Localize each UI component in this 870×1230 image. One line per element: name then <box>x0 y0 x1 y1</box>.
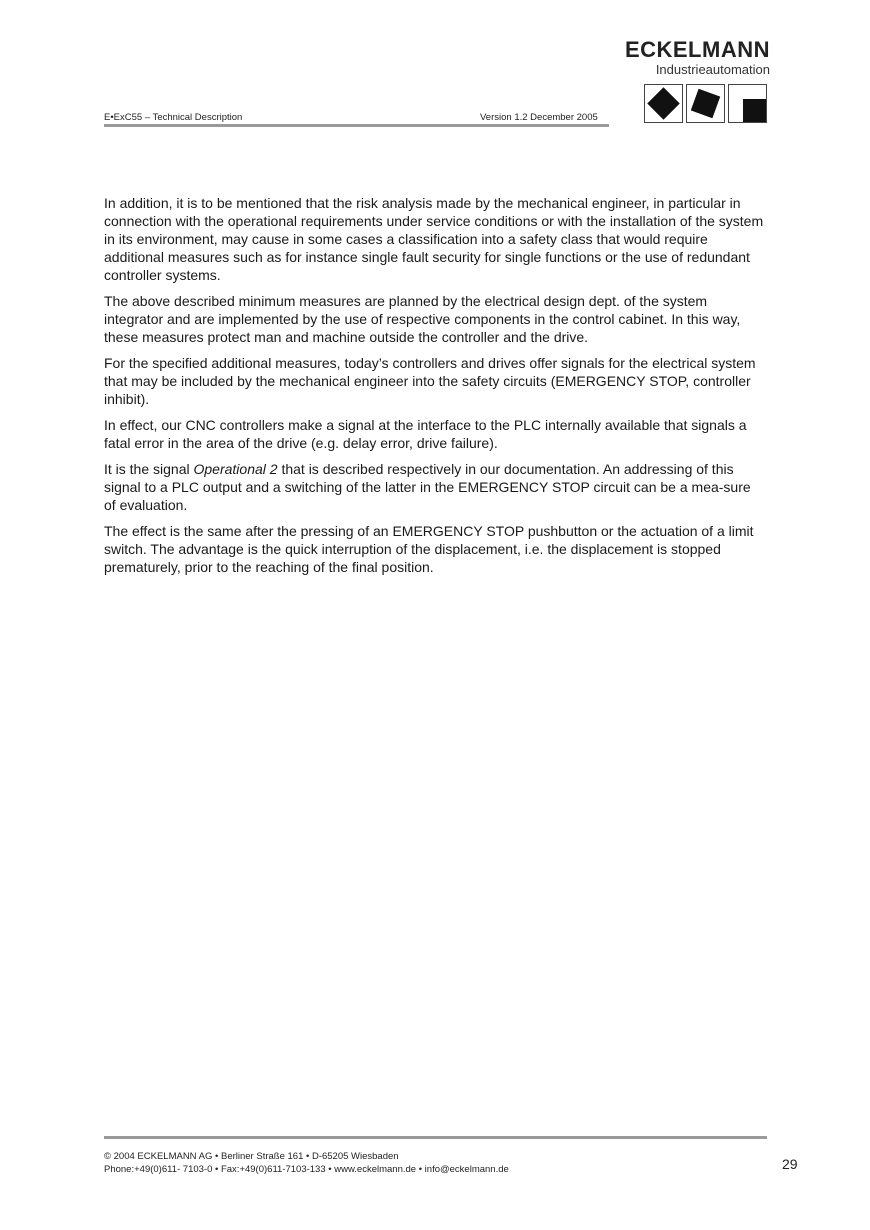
paragraph <box>104 460 766 514</box>
logo-square-3 <box>728 84 767 123</box>
company-logo <box>614 38 770 77</box>
paragraph: In addition, it is to be mentioned that the risk analysis made by the mechanical engineer, in particular in connection with the operational requirements under service conditions or with the installation of the system in its environment, may cause in some cases a classification into a safety class that would require additional measures such as for instance single fault security for single functions or the use of redundant controller systems. <box>104 195 764 283</box>
signal-name-emphasis: Operational 2 <box>193 461 278 477</box>
logo-square-1 <box>644 84 683 123</box>
document-title: E•ExC55 – Technical Description <box>104 112 243 123</box>
page-number: 29 <box>782 1156 798 1172</box>
footer-address: © 2004 ECKELMANN AG • Berliner Straße 161 • D-65205 Wiesbaden <box>104 1151 399 1162</box>
paragraph: The above described minimum measures are planned by the electrical design dept. of the system integrator and are implemented by the use of respective components in the control cabinet. In this way, these measures protect man and machine outside the controller and the drive. <box>104 293 741 345</box>
footer-divider <box>104 1136 767 1139</box>
company-subtitle: Industrieautomation <box>655 62 770 77</box>
logo-square-2 <box>686 84 725 123</box>
paragraph-text: that is described respectively in our documentation. An addressing of this signal to a PLC output and a switching of the latter in the EMERGENCY STOP circuit can be a mea-sure of evaluation. <box>104 461 751 513</box>
company-name: ECKELMANN <box>624 37 770 62</box>
body-content <box>104 194 766 584</box>
footer-contact: Phone:+49(0)611- 7103-0 • Fax:+49(0)611-7103-133 • www.eckelmann.de • info@eckelmann.de <box>104 1164 509 1175</box>
paragraph: The effect is the same after the pressing of an EMERGENCY STOP pushbutton or the actuation of a limit switch. The advantage is the quick interruption of the displacement, i.e. the displacement is stopped prematurely, prior to the reaching of the final position. <box>104 523 754 575</box>
paragraph-text: It is the signal <box>104 461 194 477</box>
paragraph: For the specified additional measures, today’s controllers and drives offer signals for the electrical system that may be included by the mechanical engineer into the safety circuits (EMERGENCY STOP, controller inhibit). <box>104 355 756 407</box>
document-version: Version 1.2 December 2005 <box>480 112 598 123</box>
header-divider <box>104 124 609 127</box>
paragraph: In effect, our CNC controllers make a signal at the interface to the PLC internally available that signals a fatal error in the area of the drive (e.g. delay error, drive failure). <box>104 417 747 451</box>
